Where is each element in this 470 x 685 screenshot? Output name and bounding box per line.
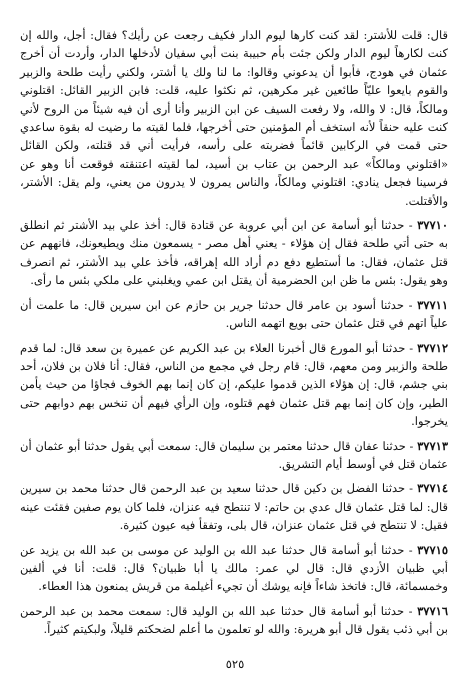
hadith-number: ٣٧٧١٠ bbox=[417, 218, 449, 233]
hadith-number: ٣٧٧١٣ bbox=[417, 438, 449, 453]
paragraph-intro bbox=[20, 26, 448, 210]
hadith-text: - حدثنا أبو المورع قال أخبرنا العلاء بن عبد الكريم عن عميرة بن سعد قال: لما قدم طلحة والزبير ومن معهم، قال: قام رجل في مجمع من الناس، فقال: أنا فلان بن فلان، أحد بني جشم، قال: إن هؤلاء الذين قدموا عليكم، إن كان إنما بهم الخوف فجاؤا من حيث يأمن الطير، وإن كان إنما بهم قتل عثمان فهم قتلوه، وإن الرأي فيهم أن تنخس بهم دوابهم حتى يخرجوا. bbox=[20, 340, 448, 429]
hadith-number: ٣٧٧١١ bbox=[417, 297, 449, 312]
hadith-text: - حدثنا أبو أسامة عن ابن أبي عروبة عن قتادة قال: أخذ علي بيد الأشتر ثم انطلق به حتى أتي طلحة فقال إن هؤلاء - يعني أهل مصر - يسمعون منك ويطيعونك، فانههم عن قتل عثمان، فقال: ما أستطيع دفع دم أراد الله إهراقه، فأخذ علي بيد الأشتر، ثم انصرف وهو يقول: بئس ما ظن ابن الحضرمية أن يقتل ابن عمي ويغلبني على ملكي بئس ما رأى. bbox=[20, 218, 448, 288]
hadith-text: - حدثنا أبو أسامة قال حدثنا عبد الله بن الوليد عن موسى بن عبد الله بن يزيد عن أبي ظبيان الأزدي قال: قال لي عمر: مالك يا أبا ظبيان؟ قال: قلت: أنا في ألفين وخمسمائة، قال: فاتخذ شاءاً فإنه يوشك أن تجيء أغيلمة من قريش يمنعون هذا العطاء. bbox=[20, 542, 448, 594]
paragraph-text: قال: قلت للأشتر: لقد كنت كارها ليوم الدار فكيف رجعت عن رأيك؟ فقال: أجل، والله إن كنت لكارهاً ليوم الدار ولكن جئت بأم حبيبة بنت أبي سفيان لأدخلها الدار، وأردت أن أخرج عثمان في هودج، فأبوا أن يدعوني وقالوا: ما لنا ولك يا أشتر، ولكني رأيت طلحة والزبير والقوم بايعوا عليّاً طائعين غير مكرهين، ثم نكثوا عليه، قلت: فابن الزبير القائل: اقتلوني ومالكاً، قال: لا والله، ولا رفعت السيف عن ابن الزبير وأنا أرى أن فيه شيئاً من الروح لأني كنت عليه حنقاً لأنه استخف أم المؤمنين حتى أخرجها، فلما لقيته ما رضيت له بقوة ساعدي حتى قمت في الركابين قائماً فضربته على رأسه، فرأيت أني قد قتلته، ولكن القائل «اقتلوني ومالكاً» عبد الرحمن بن عتاب بن أسيد، لما لقيته اعتنقته فوقعت أنا وهو عن فرسينا فجعل ينادي: اقتلوني ومالكاً، والناس يمرون لا يدرون من يعني، ولم يقل: الأشتر، والأقتلت. bbox=[20, 28, 448, 208]
hadith-37715 bbox=[20, 541, 448, 596]
hadith-number: ٣٧٧١٢ bbox=[417, 340, 448, 355]
page-number: ٥٢٥ bbox=[225, 657, 245, 671]
hadith-number: ٣٧٧١٥ bbox=[417, 542, 448, 557]
hadith-text: - حدثنا أسود بن عامر قال حدثنا جرير بن حازم عن ابن سيرين قال: ما علمت أن علياً اتهم في قتل عثمان حتى بويع اتهمه الناس. bbox=[20, 297, 448, 331]
hadith-text: - حدثنا عفان قال حدثنا معتمر بن سليمان قال: سمعت أبي يقول حدثنا أبو عثمان أن عثمان قتل في أوسط أيام التشريق. bbox=[20, 438, 448, 471]
hadith-37712 bbox=[20, 339, 448, 431]
hadith-number: ٣٧٧١٦ bbox=[417, 603, 448, 618]
hadith-text: - حدثنا أبو أسامة قال حدثنا عبد الله بن الوليد قال: سمعت محمد بن عبد الرحمن بن أبي ذئب يقول قال أبو هريرة: والله لو تعلمون ما أعلم لضحكتم قليلاً، ولبكيتم كثيراً. bbox=[20, 603, 448, 637]
hadith-37713 bbox=[20, 437, 448, 474]
hadith-text: - حدثنا الفضل بن دكين قال حدثنا سعيد بن عبد الرحمن قال حدثنا محمد بن سيرين قال: لما قتل عثمان قال عدي بن حاتم: لا تنتطح فيه عنزان، فلما كان يوم صفين فقئت عينه فقيل: لا تنتطح في قتل عثمان عنزان، قال بلى، وتفقأ فيه عيون كثيرة. bbox=[20, 481, 448, 533]
hadith-37711 bbox=[20, 296, 448, 333]
hadith-37714 bbox=[20, 479, 448, 534]
hadith-37710 bbox=[20, 216, 448, 290]
hadith-number: ٣٧٧١٤ bbox=[417, 481, 448, 496]
hadith-37716 bbox=[20, 602, 448, 639]
